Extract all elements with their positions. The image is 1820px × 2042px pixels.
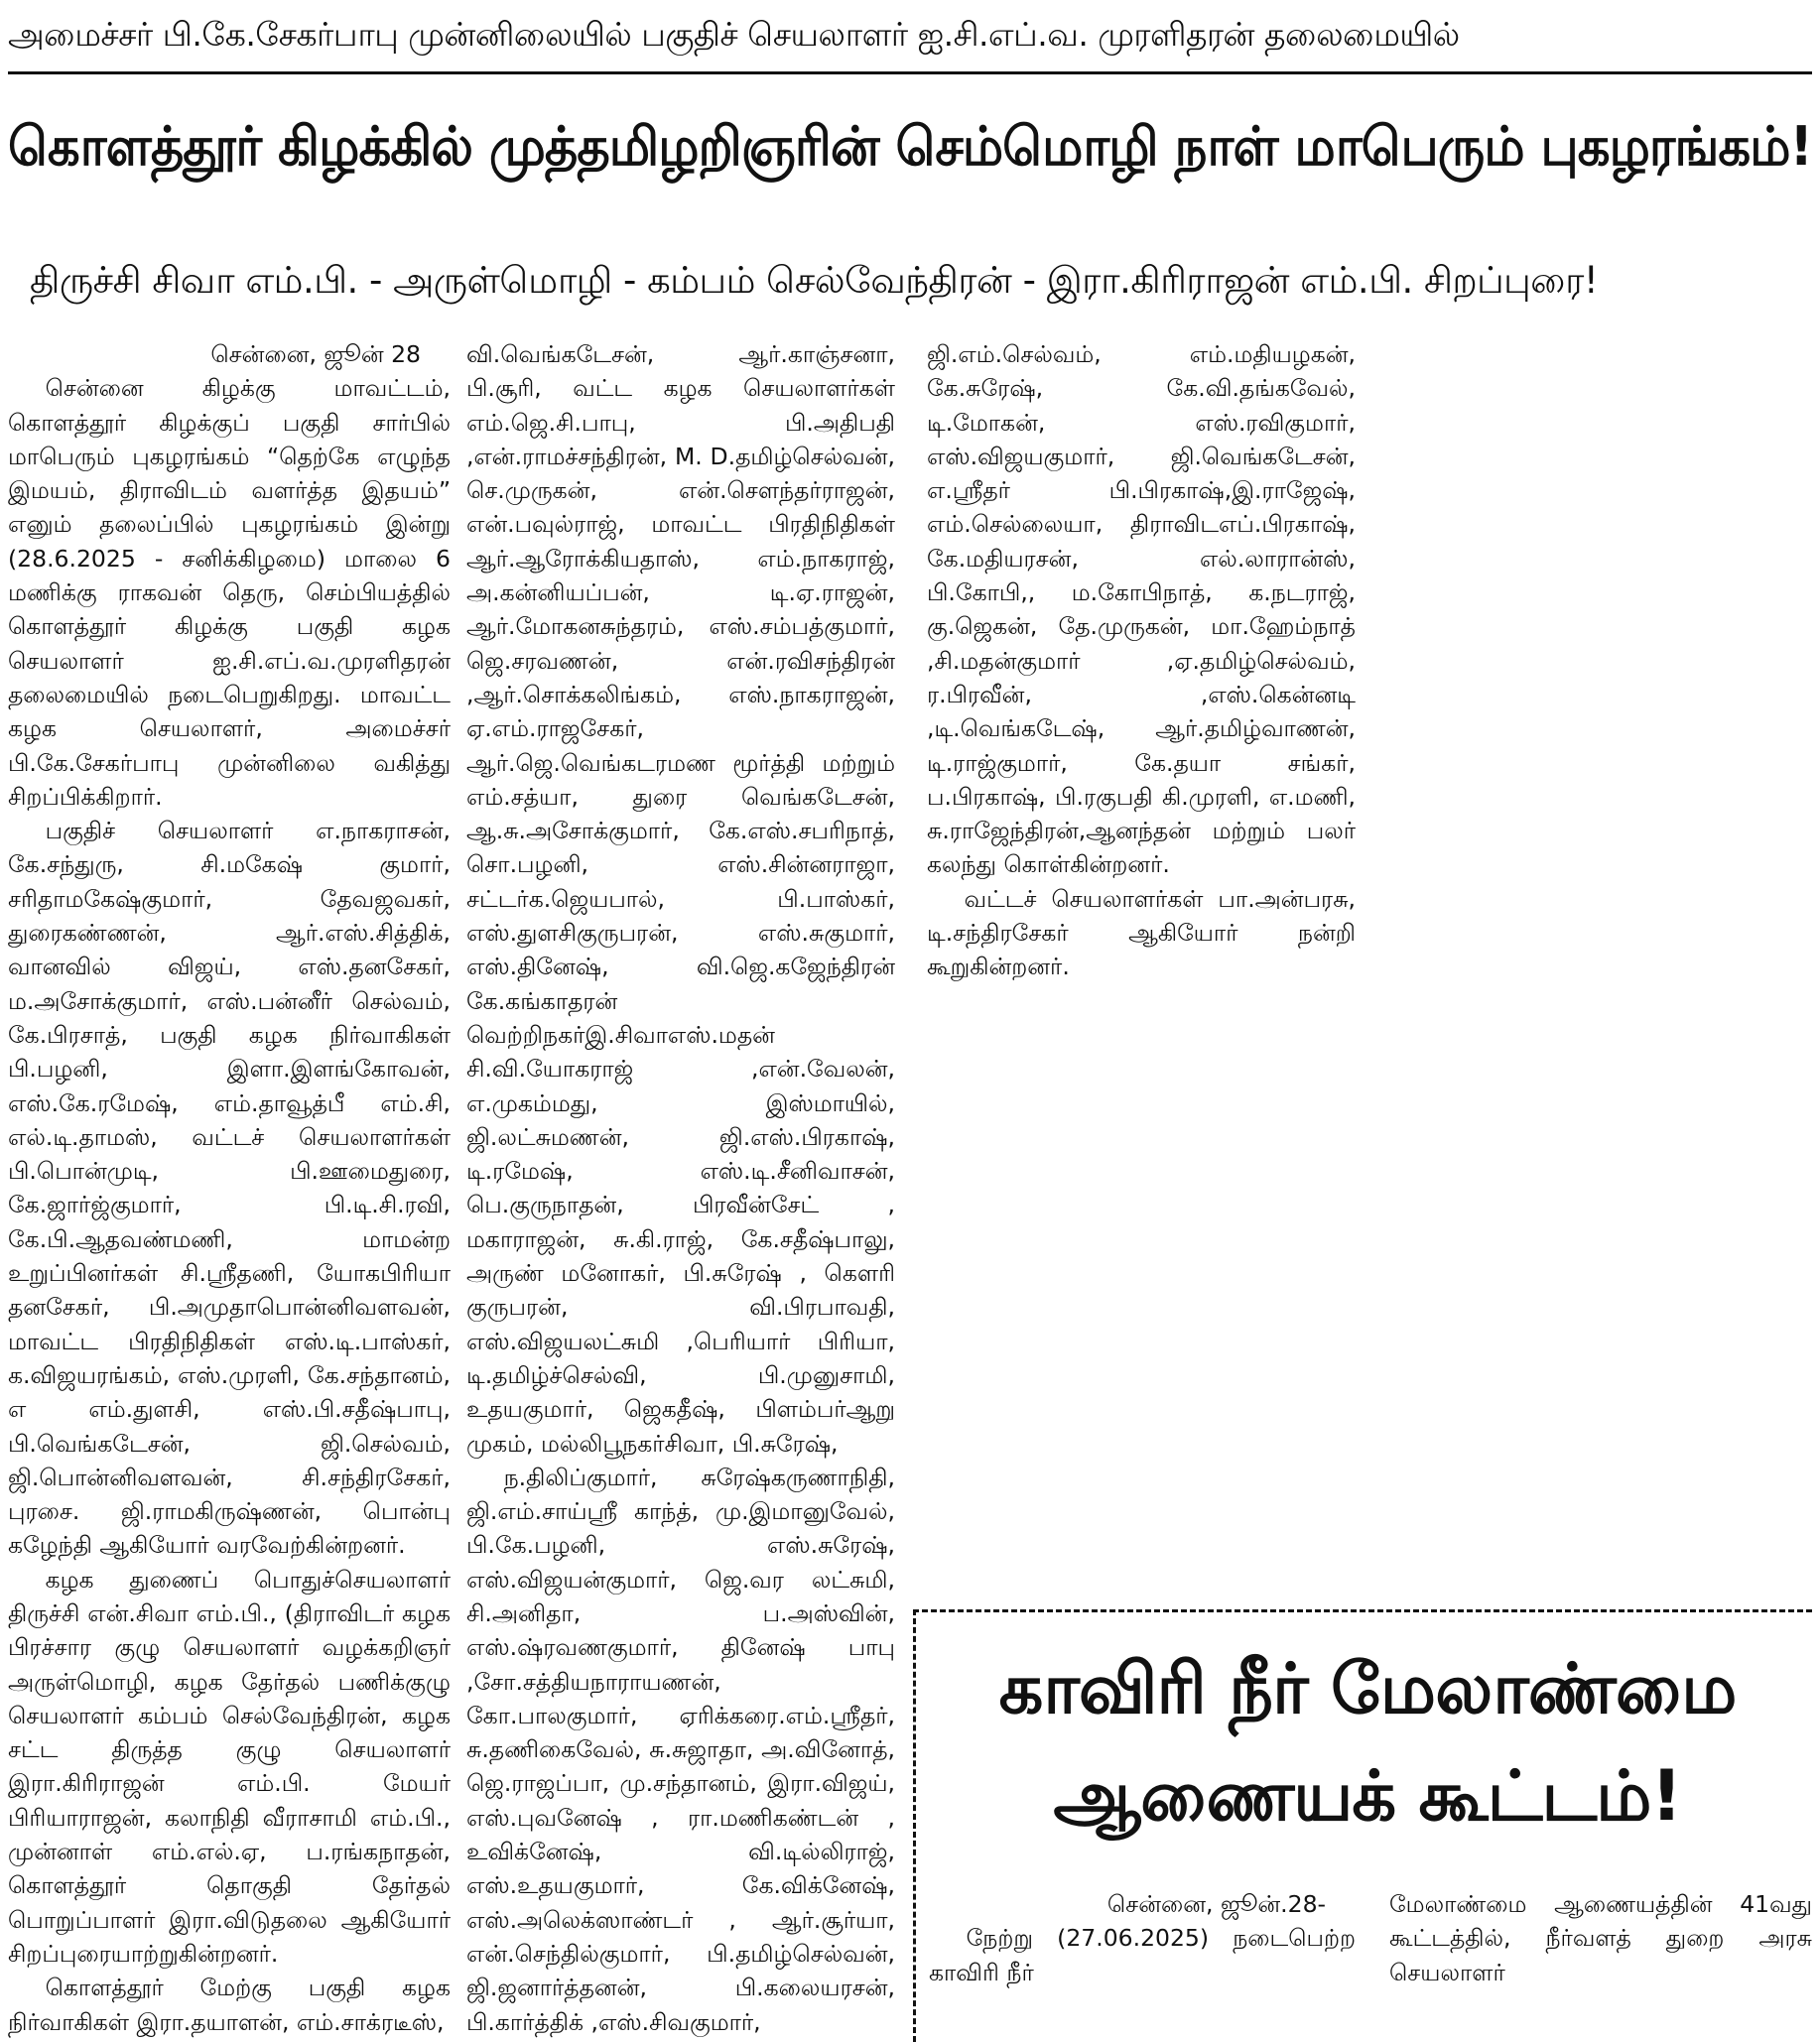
article-column-3: [927, 337, 1356, 1597]
subheadline: திருச்சி சிவா எம்.பி. - அருள்மொழி - கம்பம் செல்வேந்திரன் - இரா.கிரிராஜன் எம்.பி. சிறப்புரை!: [30, 259, 1599, 302]
article-paragraph: பகுதிச் செயலாளர் எ.நாகராசன், கே.சந்துரு, சி.மகேஷ் குமார், சரிதாமகேஷ்குமார், தேவஜவகர், துரைகண்ணன், ஆர்.எஸ்.சித்திக், வானவில் விஜய், எஸ்.தனசேகர், ம.அசோக்குமார், எஸ்.பன்னீர் செல்வம், கே.பிரசாத், பகுதி கழக நிர்வாகிகள் பி.பழனி, இளா.இளங்கோவன், எஸ்.கே.ரமேஷ், எம்.தாவூத்பீ எம்.சி, எல்.டி.தாமஸ், வட்டச் செயலாளர்கள் பி.பொன்முடி, பி.ஊமைதுரை, கே.ஜார்ஜ்குமார், பி.டி.சி.ரவி, கே.பி.ஆதவண்மணி, மாமன்ற உறுப்பினர்கள் சி.ஸ்ரீதணி, யோகபிரியா தனசேகர், பி.அமுதாபொன்னிவளவன், மாவட்ட பிரதிநிதிகள் எஸ்.டி.பாஸ்கர், க.விஜயரங்கம், எஸ்.முரளி, கே.சந்தானம், எ எம்.துளசி, எஸ்.பி.சதீஷ்பாபு, பி.வெங்கடேசன், ஜி.செல்வம், ஜி.பொன்னிவளவன், சி.சந்திரசேகர், புரசை. ஜி.ராமகிருஷ்ணன், பொன்பு கழேந்தி ஆகியோர் வரவேற்கின்றனர்.: [8, 817, 451, 1560]
box-headline-line-1: காவிரி நீர் மேலாண்மை: [998, 1648, 1737, 1729]
box-border-left: [913, 1609, 916, 2042]
kicker-rule: [8, 71, 1812, 74]
article-paragraph: ஜி.எம்.செல்வம், எம்.மதியழகன், கே.சுரேஷ், கே.வி.தங்கவேல், டி.மோகன், எஸ்.ரவிகுமார், எஸ்.விஜயகுமார், ஜி.வெங்கடேசன், எ.ஸ்ரீதர் பி.பிரகாஷ்,இ.ராஜேஷ், எம்.செல்லையா, திராவிடஎப்.பிரகாஷ், கே.மதியரசன், எல்.லாரான்ஸ், பி.கோபி,, ம.கோபிநாத், க.நடராஜ், கு.ஜெகன், தே.முருகன், மா.ஹேம்நாத் ,சி.மதன்குமார் ,ஏ.தமிழ்செல்வம், ர.பிரவீன், ,எஸ்.கென்னடி ,டி.வெங்கடேஷ், ஆர்.தமிழ்வாணன், டி.ராஜ்குமார், கே.தயா சங்கர், ப.பிரகாஷ், பி.ரகுபதி கி.முரளி, எ.மணி, சு.ராஜேந்திரன்,ஆனந்தன் மற்றும் பலர் கலந்து கொள்கின்றனர்.: [927, 340, 1356, 879]
article-paragraph: சென்னை கிழக்கு மாவட்டம், கொளத்தூர் கிழக்குப் பகுதி சார்பில் மாபெரும் புகழரங்கம் “தெற்கே எழுந்த இமயம், திராவிடம் வளர்த்த இதயம்” எனும் தலைப்பில் புகழரங்கம் இன்று (28.6.2025 - சனிக்கிழமை) மாலை 6 மணிக்கு ராகவன் தெரு, செம்பியத்தில் கொளத்தூர் கிழக்கு பகுதி கழக செயலாளர் ஐ.சி.எப்.வ.முரளிதரன் தலைமையில் நடைபெறுகிறது. மாவட்ட கழக செயலாளர், அமைச்சர் பி.கே.சேகர்பாபு முன்னிலை வகித்து சிறப்பிக்கிறார்.: [8, 374, 451, 811]
box-border-top: [913, 1609, 1812, 1612]
box-dateline: சென்னை, ஜூன்.28-: [1106, 1890, 1326, 1918]
article-paragraph: கழக துணைப் பொதுச்செயலாளர் திருச்சி என்.சிவா எம்.பி., (திராவிடர் கழக பிரச்சார குழு செயலாளர் வழக்கறிஞர் அருள்மொழி, கழக தேர்தல் பணிக்குழு செயலாளர் கம்பம் செல்வேந்திரன், கழக சட்ட திருத்த குழு செயலாளர் இரா.கிரிராஜன் எம்.பி. மேயர் பிரியாராஜன், கலாநிதி வீராசாமி எம்.பி., முன்னாள் எம்.எல்.ஏ, ப.ரங்கநாதன், கொளத்தூர் தொகுதி தேர்தல் பொறுப்பாளர் இரா.விடுதலை ஆகியோர் சிறப்புரையாற்றுகின்றனர்.: [8, 1565, 451, 1968]
box-column-2: [1389, 1887, 1812, 2042]
article-paragraph: வி.வெங்கடேசன், ஆர்.காஞ்சனா, பி.சூரி, வட்ட கழக செயலாளர்கள் எம்.ஜெ.சி.பாபு, பி.அதிபதி ,என்.ராமச்சந்திரன், M. D.தமிழ்செல்வன், செ.முருகன், என்.சௌந்தர்ராஜன், என்.பவுல்ராஜ், மாவட்ட பிரதிநிதிகள் ஆர்.ஆரோக்கியதாஸ், எம்.நாகராஜ், அ.கன்னியப்பன், டி.ஏ.ராஜன், ஆர்.மோகனசுந்தரம், எஸ்.சம்பத்குமார், ஜெ.சரவணன், என்.ரவிசந்திரன் ,ஆர்.சொக்கலிங்கம், எஸ்.நாகராஜன், ஏ.எம்.ராஜசேகர், ஆர்.ஜெ.வெங்கடரமண மூர்த்தி மற்றும் எம்.சத்யா, துரை வெங்கடேசன், ஆ.சு.அசோக்குமார், கே.எஸ்.சபரிநாத், சொ.பழனி, எஸ்.சின்னராஜா, சட்டர்க.ஜெயபால், பி.பாஸ்கர், எஸ்.துளசிகுருபரன், எஸ்.சுகுமார், எஸ்.தினேஷ், வி.ஜெ.கஜேந்திரன் கே.கங்காதரன் வெற்றிநகர்இ.சிவாஎஸ்.மதன் சி.வி.யோகராஜ் ,என்.வேலன், எ.முகம்மது, இஸ்மாயில், ஜி.லட்சுமணன், ஜி.எஸ்.பிரகாஷ், டி.ரமேஷ், எஸ்.டி.சீனிவாசன், பெ.குருநாதன், பிரவீன்சேட் , மகாராஜன், சு.கி.ராஜ், கே.சதீஷ்பாலு, அருண் மனோகர், பி.சுரேஷ் , கௌரி குருபரன், வி.பிரபாவதி, எஸ்.விஜயலட்சுமி ,பெரியார் பிரியா, டி.தமிழ்ச்செல்வி, பி.முனுசாமி, உதயகுமார், ஜெகதீஷ், பிளம்பர்ஆறு முகம், மல்லிபூநகர்சிவா, பி.சுரேஷ்,: [466, 340, 895, 1458]
box-paragraph: மேலாண்மை ஆணையத்தின் 41வது கூட்டத்தில், நீர்வளத் துறை அரசு செயலாளர்: [1389, 1890, 1812, 1986]
box-paragraph: நேற்று (27.06.2025) நடைபெற்ற காவிரி நீர்: [929, 1924, 1356, 1986]
box-column-1: [929, 1887, 1356, 2042]
article-column-4: [1389, 337, 1812, 1597]
box-headline-line-2: ஆணையக் கூட்டம்!: [1053, 1755, 1682, 1837]
kicker-line: அமைச்சர் பி.கே.சேகர்பாபு முன்னிலையில் பகுதிச் செயலாளர் ஐ.சி.எப்.வ. முரளிதரன் தலைமையில்: [8, 15, 1460, 54]
article-column-2: [466, 337, 895, 2042]
article-dateline: சென்னை, ஜூன் 28: [210, 340, 421, 368]
article-paragraph: வட்டச் செயலாளர்கள் பா.அன்பரசு, டி.சந்திரசேகர் ஆகியோர் நன்றி கூறுகின்றனர்.: [927, 884, 1356, 981]
main-headline: கொளத்தூர் கிழக்கில் முத்தமிழறிஞரின் செம்மொழி நாள் மாபெரும் புகழரங்கம்!: [8, 115, 1812, 178]
article-paragraph: ந.திலிப்குமார், சுரேஷ்கருணாநிதி, ஜி.எம்.சாய்ஸ்ரீ காந்த், மு.இமானுவேல், பி.கே.பழனி, எஸ்.சுரேஷ், எஸ்.விஜயன்குமார், ஜெ.வர லட்சுமி, சி.அனிதா, ப.அஸ்வின், எஸ்.ஷ்ரவணகுமார், தினேஷ் பாபு ,சோ.சத்தியநாராயணன், கோ.பாலகுமார், ஏரிக்கரை.எம்.ஸ்ரீதர், சு.தணிகைவேல், சு.சுஜாதா, அ.வினோத், ஜெ.ராஜப்பா, மு.சந்தானம், இரா.விஜய், எஸ்.புவனேஷ் , ரா.மணிகண்டன் , உவிக்னேஷ், வி.டில்லிராஜ், எஸ்.உதயகுமார், கே.விக்னேஷ், எஸ்.அலெக்ஸாண்டர் , ஆர்.சூர்யா, என்.செந்தில்குமார், பி.தமிழ்செல்வன், ஜி.ஜனார்த்தனன், பி.கலையரசன், பி.கார்த்திக் ,எஸ்.சிவகுமார்,: [466, 1463, 895, 2036]
article-paragraph: கொளத்தூர் மேற்கு பகுதி கழக நிர்வாகிகள் இரா.தயாளன், எம்.சாக்ரடீஸ்,: [8, 1974, 451, 2036]
box-headline: [929, 1635, 1806, 1850]
article-column-1: [8, 337, 451, 2042]
